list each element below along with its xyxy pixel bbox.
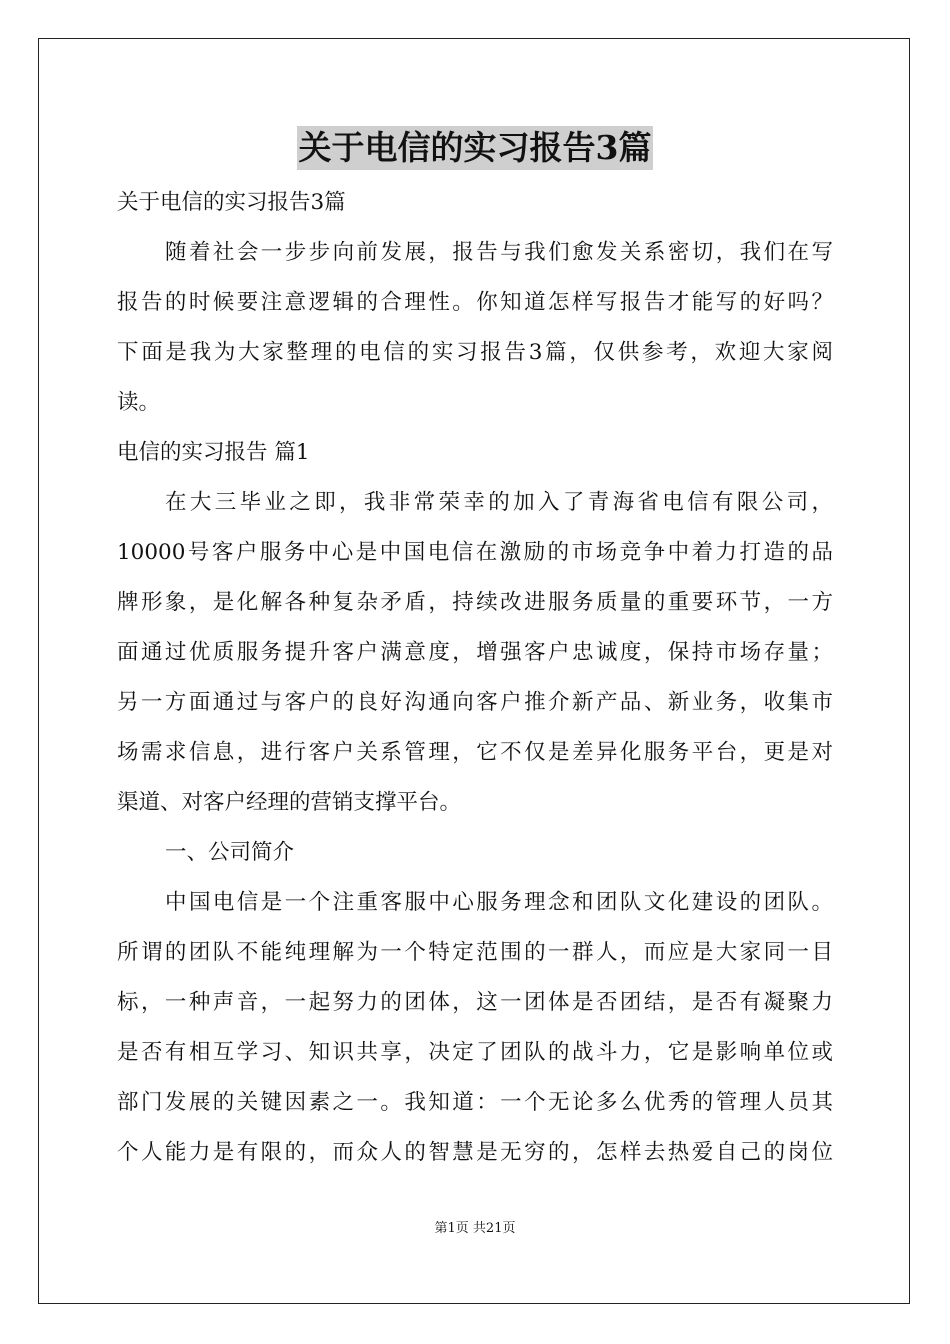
- body-line: 个人能力是有限的，而众人的智慧是无穷的，怎样去热爱自己的岗位: [117, 1140, 833, 1165]
- body-line: 面通过优质服务提升客户满意度，增强客户忠诚度，保持市场存量；: [117, 640, 833, 665]
- body-line: 下面是我为大家整理的电信的实习报告3篇，仅供参考，欢迎大家阅: [117, 340, 833, 365]
- body-line: 所谓的团队不能纯理解为一个特定范围的一群人，而应是大家同一目: [117, 940, 833, 965]
- body-line: 中国电信是一个注重客服中心服务理念和团队文化建设的团队。: [165, 890, 833, 915]
- body-line: 读。: [117, 390, 161, 415]
- subtitle-line: 关于电信的实习报告3篇: [117, 190, 346, 215]
- title-container: [0, 126, 950, 170]
- body-line: 是否有相互学习、知识共享，决定了团队的战斗力，它是影响单位或: [117, 1040, 833, 1065]
- subsection-heading: 一、公司简介: [165, 840, 295, 865]
- section-heading: 电信的实习报告 篇1: [117, 440, 310, 465]
- body-line: 另一方面通过与客户的良好沟通向客户推介新产品、新业务，收集市: [117, 690, 833, 715]
- body-line: 在大三毕业之即，我非常荣幸的加入了青海省电信有限公司，: [165, 490, 833, 515]
- body-line: 10000号客户服务中心是中国电信在激励的市场竞争中着力打造的品: [117, 540, 833, 565]
- body-line: 随着社会一步步向前发展，报告与我们愈发关系密切，我们在写: [165, 240, 833, 265]
- body-line: 牌形象，是化解各种复杂矛盾，持续改进服务质量的重要环节，一方: [117, 590, 833, 615]
- document-body: [117, 178, 833, 1178]
- body-line: 标，一种声音，一起努力的团体，这一团体是否团结，是否有凝聚力: [117, 990, 833, 1015]
- body-line: 渠道、对客户经理的营销支撑平台。: [117, 790, 462, 815]
- body-line: 场需求信息，进行客户关系管理，它不仅是差异化服务平台，更是对: [117, 740, 833, 765]
- document-title: 关于电信的实习报告3篇: [297, 126, 654, 170]
- page-footer: 第1页 共21页: [434, 1221, 516, 1236]
- body-line: 部门发展的关键因素之一。我知道：一个无论多么优秀的管理人员其: [117, 1090, 833, 1115]
- body-line: 报告的时候要注意逻辑的合理性。你知道怎样写报告才能写的好吗？: [117, 290, 833, 315]
